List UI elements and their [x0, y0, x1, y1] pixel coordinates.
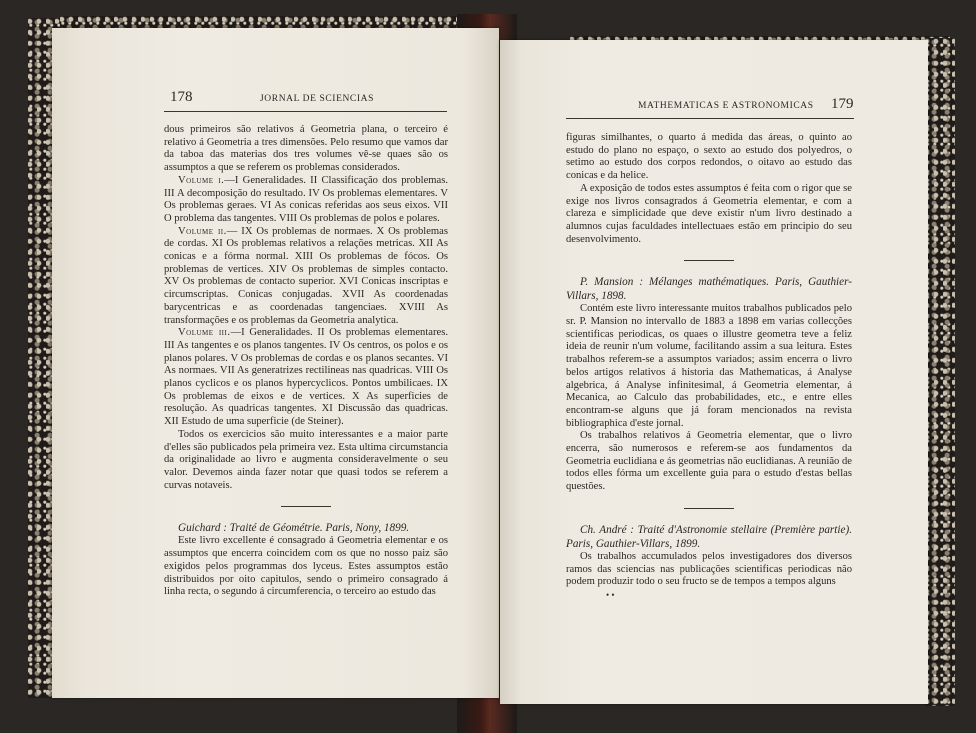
paragraph-volume-2 [164, 226, 448, 328]
running-head: MATHEMATICAS E ASTRONOMICAS [638, 101, 814, 111]
paragraph: Os trabalhos relativos á Geometria elementar, que o livro encerra, são numerosos e referem-se aos fundamentos da Geometria euclidiana e ás geometrias não euclidianas. A reunião de todos elles fórma um excellente guia para o estudo d'estas bellas questões. [566, 430, 852, 493]
book-cover-right-edge [925, 38, 955, 706]
paragraph: Todos os exercicios são muito interessantes e a maior parte d'elles são publicados pela primeira vez. Esta ultima circumstancia da originalidade ao livro e augmenta consideravelmente o seu valor. Devemos ainda fazer notar que quasi todos se referem a curvas notaveis. [164, 428, 448, 491]
volume-text: —I Generalidades. II Os problemas elementares. III As tangentes e os planos tangentes. IV Os centros, os polos e os planos polares. V Os problemas de cordas e os planos secantes. VI As normaes. VII As generatrizes rectilineas nas quadricas. VIII Os planos cyclicos e os planos hypercyclicos. Pontos umbilicaes. IX Os problemas de eixos e de vertices. X As superficies de resolução. As quadricas tangentes. XI Discussão das quadricas. XII Estudo de uma superficie (de Steiner). [164, 327, 449, 428]
volume-label: Volume ii. [178, 225, 227, 237]
page-number: 179 [831, 96, 854, 112]
volume-text: —I Generalidades. II Classificação dos problemas. III A decomposição do resultado. IV Os problemas elementares. V Os problemas geraes. VI As conicas referidas aos seus eixos. VII O problema das tangentes. VIII Os problemas de polos e polares. [164, 174, 448, 224]
section-divider [684, 508, 734, 509]
paragraph-volume-1 [164, 175, 448, 226]
review-title: P. Mansion : Mélanges mathématiques. Paris, Gauthier-Villars, 1898. [566, 276, 852, 303]
left-page-body [164, 124, 448, 599]
review-title: Ch. André : Traité d'Astronomie stellaire (Première partie). Paris, Gauthier-Villars, 1899. [566, 523, 852, 550]
paragraph: figuras similhantes, o quarto á medida das áreas, o quinto ao estudo do plano no espaço, o sexto ao estudo dos polyedros, o setimo ao estudo dos corpos redondos, o oitavo ao estudo das conicas e da helice. [566, 132, 852, 182]
volume-label: Volume iii. [178, 327, 231, 339]
review-title: Guichard : Traité de Géométrie. Paris, Nony, 1899. [178, 522, 410, 535]
header-rule [164, 111, 447, 112]
paragraph: Os trabalhos accumulados pelos investigadores dos diversos ramos das sciencias nas publicações scientificas periodicas não podem produzir todo o seu fructo se de tempos a tempos alguns [566, 550, 852, 588]
header-rule [566, 118, 854, 119]
paragraph: A exposição de todos estes assumptos é feita com o rigor que se exige nos livros consagrados á Geometria elementar, e com a clareza e simplicidade que deve existir n'um livro destinado a alumnos cujas faculdades intellectuaes estão em principio do seu desenvolvimento. [566, 182, 852, 245]
running-head: JORNAL DE SCIENCIAS [260, 94, 374, 104]
signature-mark: • • [606, 589, 615, 600]
left-page [52, 28, 499, 698]
paragraph: Contém este livro interessante muitos trabalhos publicados pelo sr. P. Mansion no intervallo de 1883 a 1898 em varias collecções scientificas periodicas, os quaes o illustre geometra teve a feliz ideia de reunir n'um volume, facilitando assim a sua leitura. Estes trabalhos referem-se a assumptos variados; assim encerra o livro belos artigos relativos á historia das Mathematicas, á Analyse algebrica, á Analyse infinitesimal, á Geometria elementar, á Mecanica, ao Calculo das probabilidades, etc., e entre elles encontram-se alguns que já foram mencionados na revista bibliographica d'este jornal. [566, 303, 852, 429]
right-page-body [566, 132, 852, 602]
volume-text: — IX Os problemas de normaes. X Os problemas de cordas. XI Os problemas relativos a relações metricas. XII As conicas e a fórma normal. XIII Os problemas de fócos. Os problemas de vertices. XIV Os problemas de simples contacto. XV Os problemas de contacto superior. XVI Conicas inscriptas e circumscriptas. Conicas conjugadas. XVII As coordenadas barycentricas e as coordenadas tangenciaes. XVIII As transformações e os problemas da Geometria analytica. [164, 225, 448, 326]
section-divider [684, 260, 734, 261]
page-number: 178 [170, 89, 193, 105]
paragraph: dous primeiros são relativos á Geometria plana, o terceiro é relativo á Geometria a tres dimensões. Pelo resumo que vamos dar da taboa das materias dos tres volumes vê-se quaes são os assumptos a que se referem os problemas considerados. [164, 124, 448, 174]
section-divider [281, 506, 331, 507]
right-page [500, 40, 928, 704]
paragraph-volume-3 [164, 327, 448, 429]
paragraph: Este livro excellente é consagrado á Geometria elementar e os assumptos que encerra coincidem com os que no nosso paiz são exigidos pelos programmas dos lyceus. Estes assumptos estão distribuidos por oito capitulos, sendo o primeiro consagrado á linha recta, o segundo á circumferencia, o terceiro ao estudo das [164, 535, 448, 598]
volume-label: Volume i. [178, 174, 225, 186]
